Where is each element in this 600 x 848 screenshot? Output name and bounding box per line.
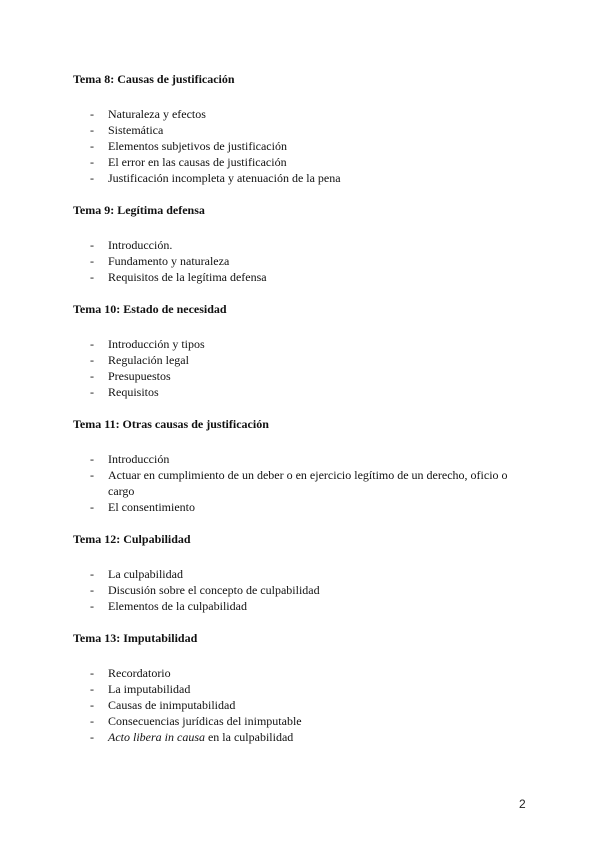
list-item: - Fundamento y naturaleza [90, 254, 230, 268]
section-title: Tema 9: Legítima defensa [73, 203, 205, 217]
section-title: Tema 8: Causas de justificación [73, 72, 235, 86]
section-tema-10 [73, 302, 533, 400]
section-tema-12 [73, 532, 533, 614]
list-item: - Elementos de la culpabilidad [90, 599, 247, 613]
italic-term: Acto libera in causa [108, 730, 205, 744]
item-list [73, 665, 533, 745]
list-item: - Consecuencias jurídicas del inimputable [90, 714, 302, 728]
list-item: - Presupuestos [90, 369, 171, 383]
document-body [73, 72, 533, 762]
section-title: Tema 13: Imputabilidad [73, 631, 198, 645]
list-item: - La imputabilidad [90, 682, 191, 696]
item-list [73, 237, 533, 285]
section-tema-8 [73, 72, 533, 186]
section-title: Tema 11: Otras causas de justificación [73, 417, 269, 431]
section-tema-11 [73, 417, 533, 515]
list-item: - Introducción [90, 452, 170, 466]
section-tema-9 [73, 203, 533, 285]
item-list [73, 106, 533, 186]
item-list [73, 451, 533, 515]
list-item: - Actuar en cumplimiento de un deber o en ejercicio legítimo de un derecho, oficio o cargo [90, 468, 508, 498]
list-item: - Sistemática [90, 123, 164, 137]
list-item: - Causas de inimputabilidad [90, 698, 236, 712]
item-list [73, 336, 533, 400]
list-item: - Requisitos de la legítima defensa [90, 270, 267, 284]
list-item: - Elementos subjetivos de justificación [90, 139, 287, 153]
list-item: - Naturaleza y efectos [90, 107, 206, 121]
list-item: - Justificación incompleta y atenuación de la pena [90, 171, 341, 185]
section-title: Tema 10: Estado de necesidad [73, 302, 227, 316]
list-item: - La culpabilidad [90, 567, 183, 581]
section-title: Tema 12: Culpabilidad [73, 532, 191, 546]
list-item: - El consentimiento [90, 500, 195, 514]
list-item: - Recordatorio [90, 666, 171, 680]
list-item: - Discusión sobre el concepto de culpabilidad [90, 583, 320, 597]
list-item: - Regulación legal [90, 353, 189, 367]
list-item: - Introducción. [90, 238, 173, 252]
list-item: - El error en las causas de justificación [90, 155, 287, 169]
list-item: - Requisitos [90, 385, 159, 399]
item-list [73, 566, 533, 614]
section-tema-13 [73, 631, 533, 745]
list-item: - Introducción y tipos [90, 337, 205, 351]
page-number: 2 [519, 797, 526, 811]
list-item: - Acto libera in causa en la culpabilidad [90, 730, 294, 744]
